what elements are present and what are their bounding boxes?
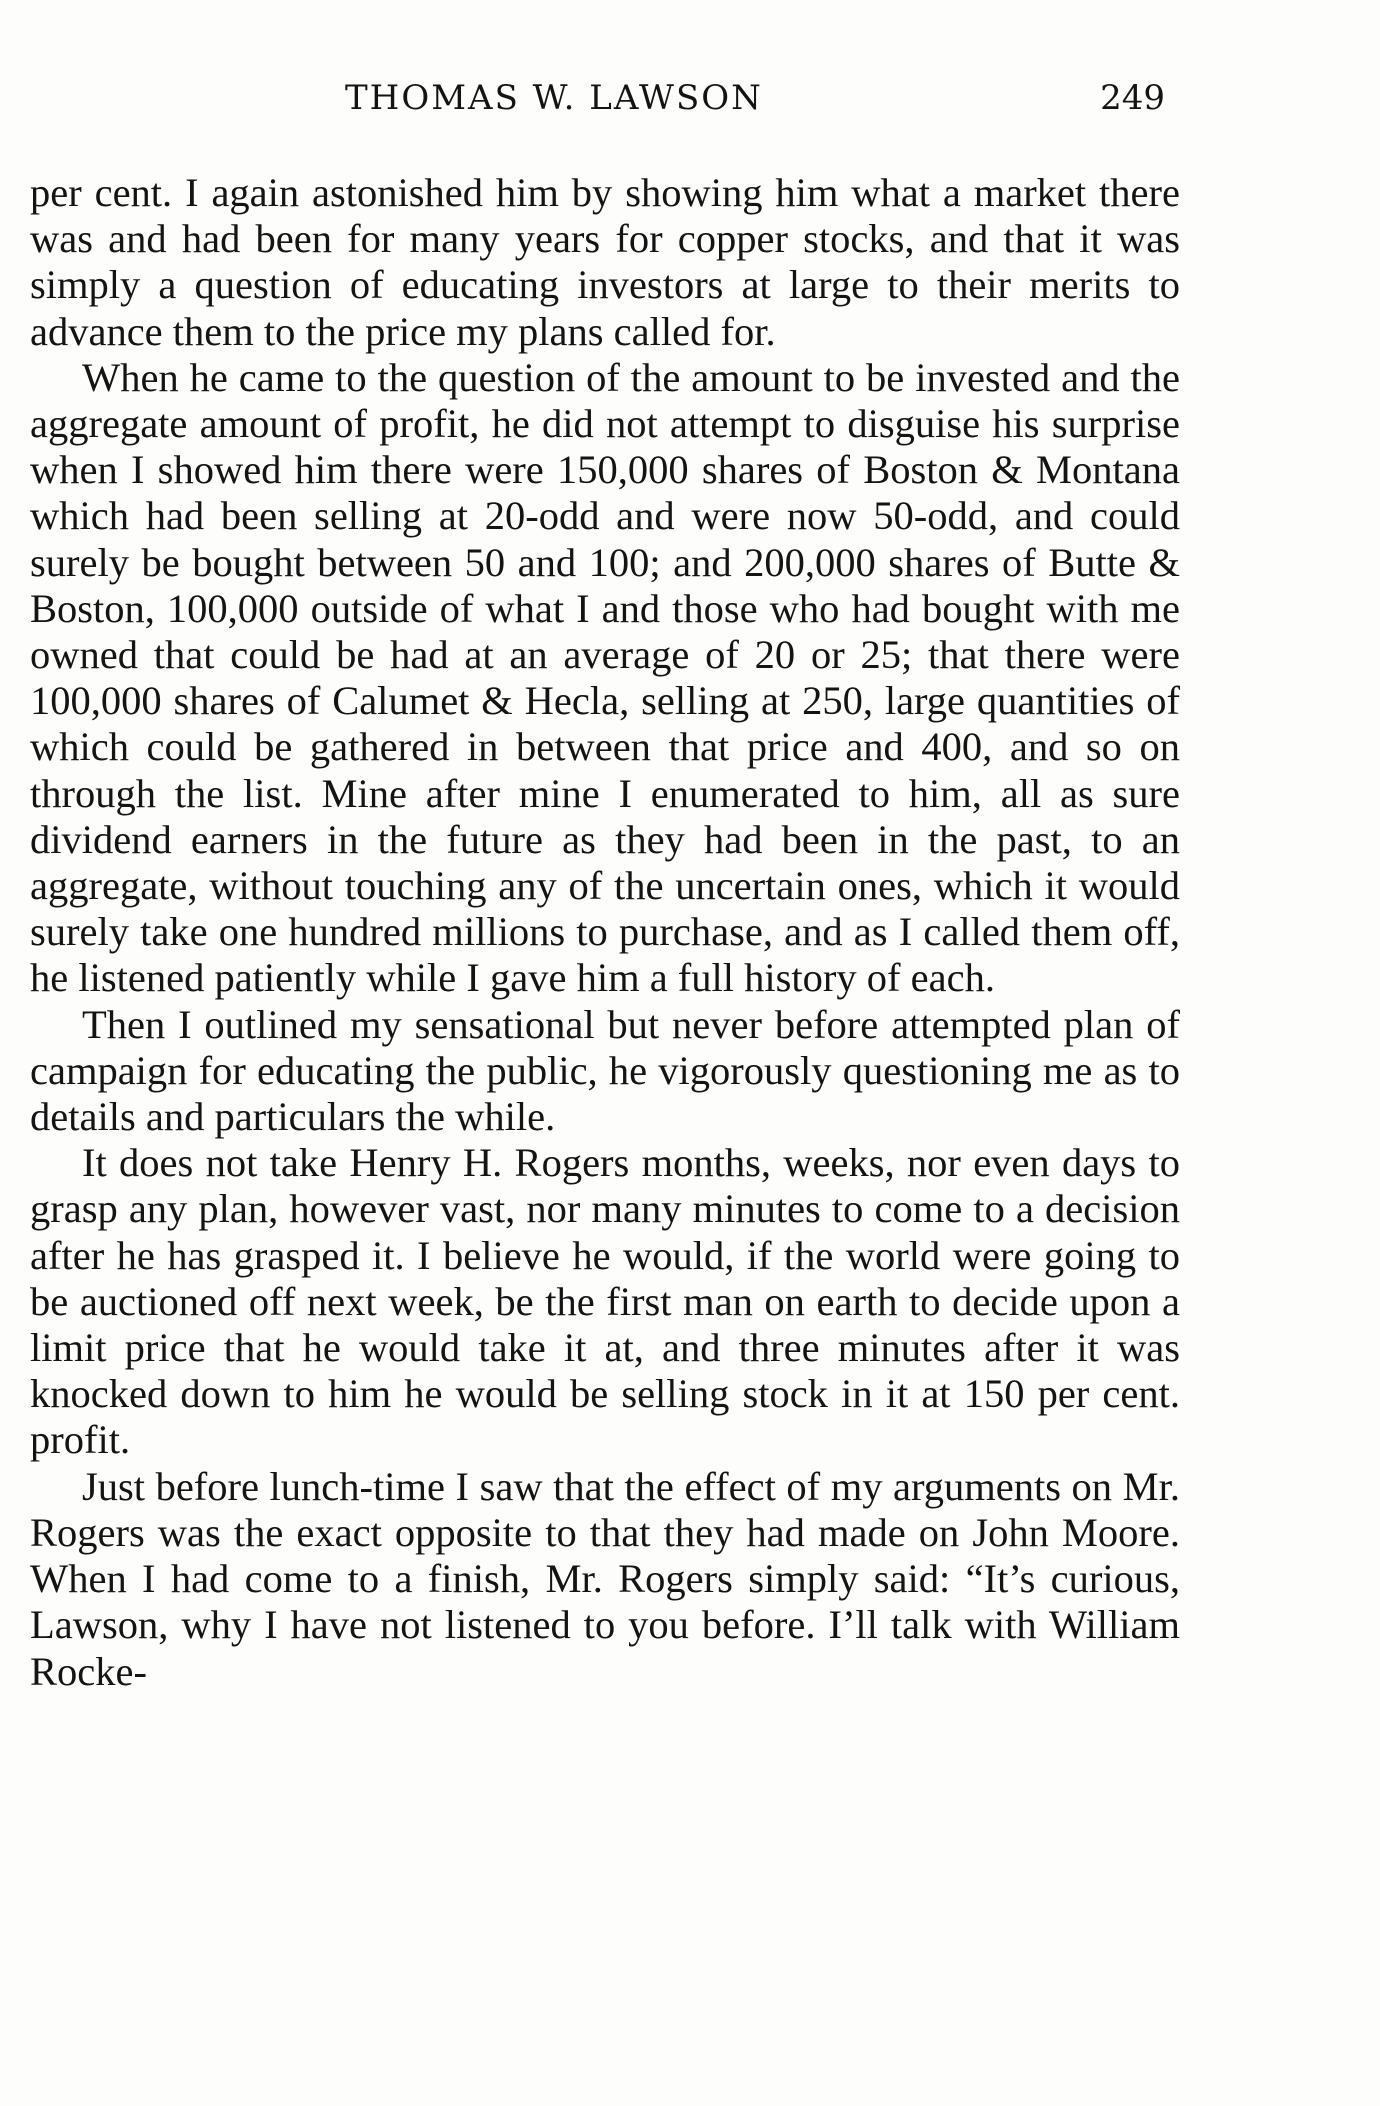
paragraph-rogers-decision: It does not take Henry H. Rogers months, weeks, nor even days to grasp any plan, however vast, nor many minutes to come to a decision after he has grasped it. I believe he would, if the world were going to be auctioned off next week, be the first man on earth to decide upon a limit price that he would take it at, and three minutes after it was knocked down to him he would be selling stock in it at 150 per cent. profit. — [30, 1140, 1180, 1463]
paragraph-continued: per cent. I again astonished him by showing him what a market there was and had been for many years for copper stocks, and that it was simply a question of educating investors at large to their merits to advance them to the price my plans called for. — [30, 170, 1180, 354]
paragraph-campaign-plan: Then I outlined my sensational but never before attempted plan of campaign for educating the public, he vigorously questioning me as to details and particulars the while. — [30, 1001, 1180, 1140]
page-number: 249 — [1100, 78, 1165, 118]
paragraph-investment-amounts: When he came to the question of the amount to be invested and the aggregate amount of profit, he did not attempt to disguise his surprise when I showed him there were 150,000 shares of Boston & Montana which had been selling at 20-odd and were now 50-odd, and could surely be bought between 50 and 100; and 200,000 shares of Butte & Boston, 100,000 outside of what I and those who had bought with me owned that could be had at an average of 20 or 25; that there were 100,000 shares of Calumet & Hecla, selling at 250, large quantities of which could be gathered in between that price and 400, and so on through the list. Mine after mine I enumerated to him, all as sure dividend earners in the future as they had been in the past, to an aggregate, without touching any of the uncertain ones, which it would surely take one hundred millions to purchase, and as I called them off, he listened patiently while I gave him a full history of each. — [30, 354, 1180, 1001]
running-head — [345, 78, 1165, 134]
running-head-title: THOMAS W. LAWSON — [345, 78, 763, 118]
paragraph-lunch-time: Just before lunch-time I saw that the effect of my arguments on Mr. Rogers was the exact opposite to that they had made on John Moore. When I had come to a finish, Mr. Rogers simply said: “It’s curious, Lawson, why I have not listened to you before. I’ll talk with William Rocke- — [30, 1463, 1180, 1694]
body-text — [30, 170, 1180, 1695]
